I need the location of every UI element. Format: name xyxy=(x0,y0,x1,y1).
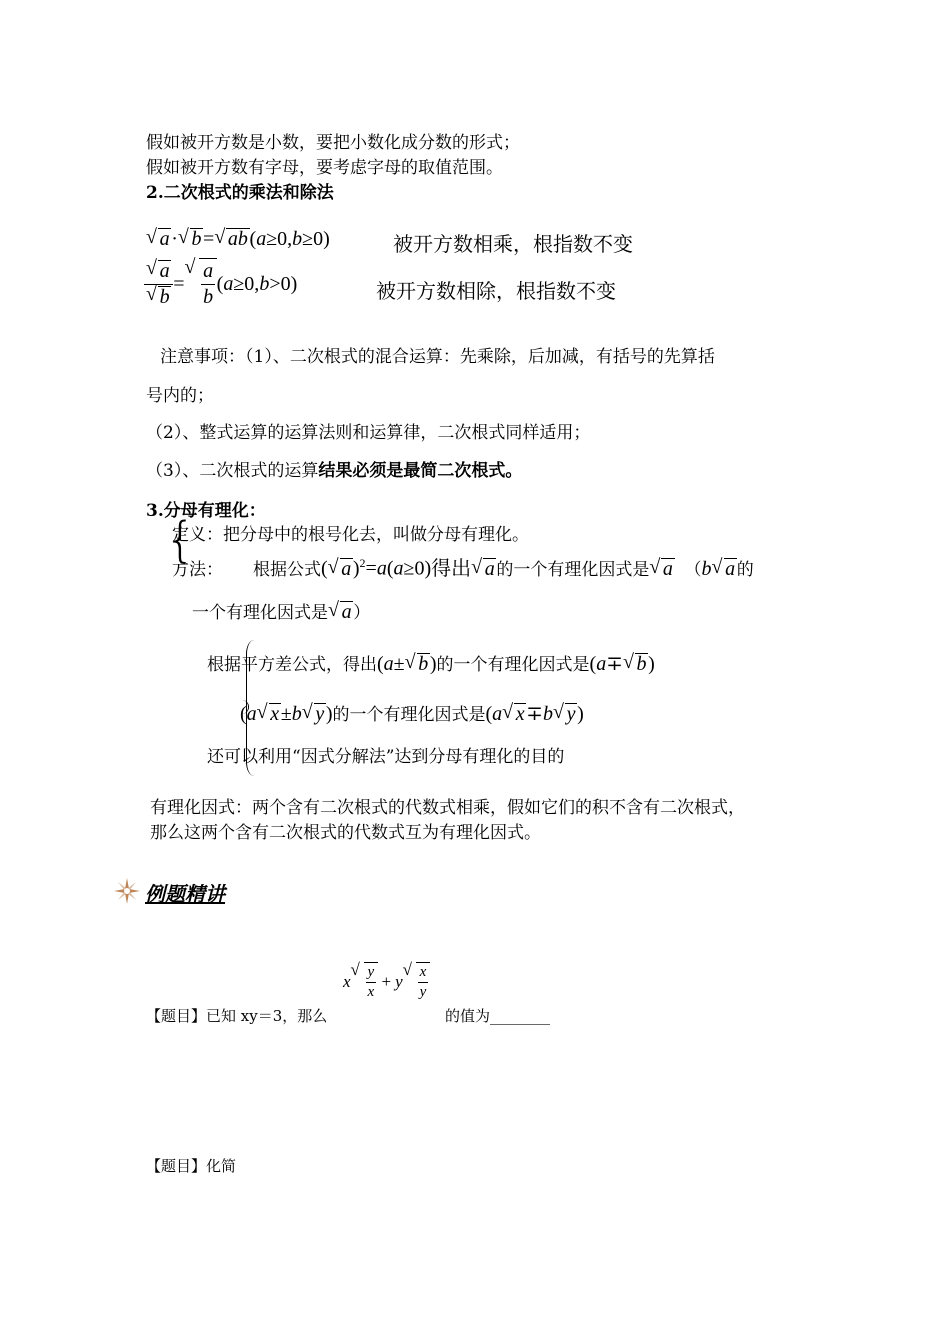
formula-ax-pm-by: (a√ x±b√ y) xyxy=(240,703,332,726)
note-decimal: 假如被开方数是小数，要把小数化成分数的形式； xyxy=(146,133,520,153)
examples-title: 例题精讲 xyxy=(145,882,225,906)
question-1-suffix: 的值为________ xyxy=(445,1007,551,1025)
method-label: 方法： xyxy=(172,560,223,580)
method-line-2 xyxy=(192,598,370,624)
left-brace: { xyxy=(165,512,196,568)
note-3-plain: （3）、二次根式的运算 xyxy=(146,461,319,481)
formula-a-pm-sqrt-b: (a±√ b) xyxy=(377,653,437,676)
method-line2-a: 一个有理化因式是 xyxy=(192,603,328,623)
definition: 定义：把分母中的根号化去，叫做分母有理化。 xyxy=(172,525,529,545)
rule-div-text: 被开方数相除，根指数不变 xyxy=(376,279,616,303)
method-d: （ xyxy=(684,560,702,580)
factor-method: 还可以利用“因式分解法”达到分母有理化的目的 xyxy=(207,747,565,767)
formula-sqrt-a-2: √ a xyxy=(649,558,674,581)
method-line2-b: ） xyxy=(353,603,371,623)
note-1a: 注意事项：（1）、二次根式的混合运算：先乘除，后加减，有括号的先算括 xyxy=(160,347,715,367)
note-3 xyxy=(146,456,522,481)
method-c: 的一个有理化因式是 xyxy=(496,560,650,580)
formula-division: √ a √ b = √ $\frac{a}{b}$ ( a ≥0, b >0 ) xyxy=(144,258,297,310)
star-icon xyxy=(112,876,142,910)
diff-line-1 xyxy=(207,650,655,676)
diff-a: 根据平方差公式，得出 xyxy=(207,655,377,675)
formula-sqrt-a-3: √ a xyxy=(328,601,353,624)
note-2: （2）、整式运算的运算法则和运算律，二次根式同样适用； xyxy=(146,423,591,443)
formula-a-mp-sqrt-b: (a∓√ b) xyxy=(590,651,655,676)
section-heading-rationalize: 3.分母有理化： xyxy=(146,501,266,521)
formula-ax-mp-by: (a√ x∓b√ y) xyxy=(485,701,583,726)
formula-square: (√ a)$^2$=a(a≥0) xyxy=(321,556,431,581)
formula-sqrt-a: √ a xyxy=(471,558,496,581)
diff2-b: 的一个有理化因式是 xyxy=(332,705,486,725)
note-1b: 号内的； xyxy=(146,386,214,406)
rational-factor-2: 那么这两个含有二次根式的代数式互为有理化因式。 xyxy=(150,823,541,843)
method-b: 得出 xyxy=(431,556,472,580)
formula-b-sqrt-a: b√ a xyxy=(702,558,737,581)
note-3-bold: 结果必须是最简二次根式。 xyxy=(318,461,523,481)
method-line xyxy=(172,552,754,581)
method-a: 根据公式 xyxy=(253,560,321,580)
section-heading-mult-div: 2.二次根式的乘法和除法 xyxy=(146,183,334,203)
diff-line-2 xyxy=(240,700,584,726)
diff-b: 的一个有理化因式是 xyxy=(436,655,590,675)
question-1-expression: x √ $\frac{y}{x}$ + y √ $\frac{x}{y}$ xyxy=(343,962,430,1002)
question-2: 【题目】化简 xyxy=(146,1157,237,1175)
note-letters: 假如被开方数有字母，要考虑字母的取值范围。 xyxy=(146,158,503,178)
rule-mult-text: 被开方数相乘，根指数不变 xyxy=(393,232,633,256)
method-e: 的 xyxy=(736,560,754,580)
rational-factor-1: 有理化因式：两个含有二次根式的代数式相乘，假如它们的积不含有二次根式， xyxy=(150,798,745,818)
question-1-prefix: 【题目】已知 xy＝3，那么 xyxy=(146,1007,328,1025)
formula-multiplication: √ a·√ b=√ ab(a≥0,b≥0) xyxy=(146,228,330,251)
